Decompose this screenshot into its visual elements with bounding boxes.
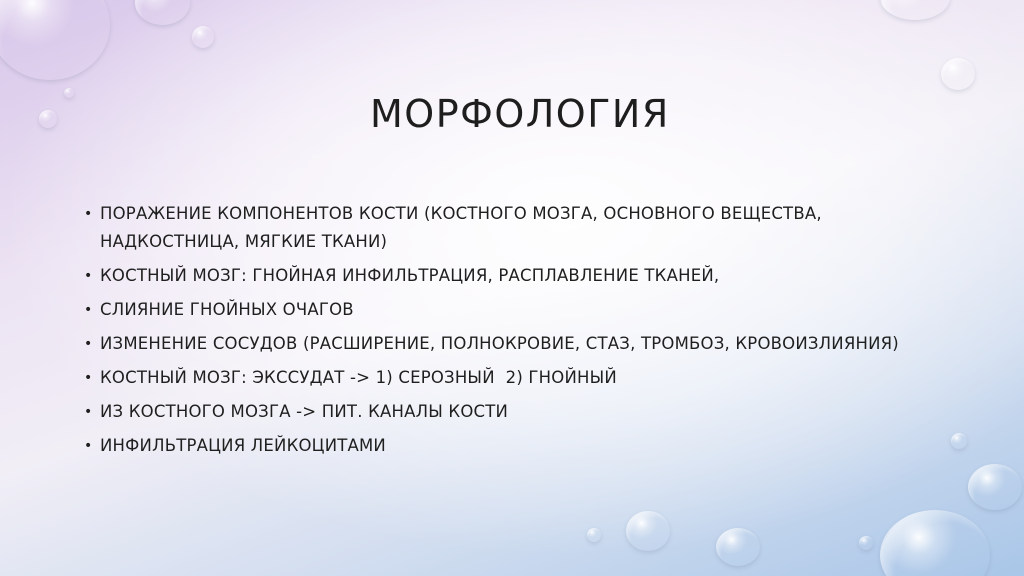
list-item	[86, 200, 936, 256]
bullet-dot-icon: •	[84, 336, 93, 352]
list-item	[86, 398, 936, 426]
water-drop-decoration	[951, 433, 967, 449]
list-item	[86, 262, 936, 290]
list-item	[86, 432, 936, 460]
list-item	[86, 330, 936, 358]
list-item-text: СЛИЯНИЕ ГНОЙНЫХ ОЧАГОВ	[100, 300, 354, 319]
list-item-text: КОСТНЫЙ МОЗГ: ГНОЙНАЯ ИНФИЛЬТРАЦИЯ, РАСПЛАВЛЕНИЕ ТКАНЕЙ,	[100, 266, 720, 285]
water-drop-decoration	[941, 58, 975, 90]
list-item-text: ИЗ КОСТНОГО МОЗГА -> ПИТ. КАНАЛЫ КОСТИ	[100, 402, 509, 421]
bullet-dot-icon: •	[84, 268, 93, 284]
water-drop-decoration	[716, 528, 760, 566]
bullet-dot-icon: •	[84, 302, 93, 318]
bullet-dot-icon: •	[84, 370, 93, 386]
water-drop-decoration	[880, 510, 990, 576]
water-drop-decoration	[968, 464, 1022, 510]
list-item-text: ИЗМЕНЕНИЕ СОСУДОВ (РАСШИРЕНИЕ, ПОЛНОКРОВИЕ, СТАЗ, ТРОМБОЗ, КРОВОИЗЛИЯНИЯ)	[100, 334, 899, 353]
water-drop-decoration	[587, 528, 601, 542]
bullet-list	[86, 200, 936, 466]
water-drop-decoration	[135, 0, 190, 25]
bullet-dot-icon: •	[84, 206, 93, 222]
list-item	[86, 364, 936, 392]
water-drop-decoration	[64, 88, 74, 98]
water-drop-decoration	[880, 0, 950, 20]
water-drop-decoration	[626, 511, 670, 551]
bullet-dot-icon: •	[84, 438, 93, 454]
water-drop-decoration	[192, 26, 214, 48]
bullet-dot-icon: •	[84, 404, 93, 420]
slide-title: МОРФОЛОГИЯ	[370, 92, 670, 136]
list-item-text: КОСТНЫЙ МОЗГ: ЭКССУДАТ -> 1) СЕРОЗНЫЙ 2) ГНОЙНЫЙ	[100, 368, 617, 387]
water-drop-decoration	[0, 0, 110, 80]
list-item-text: ПОРАЖЕНИЕ КОМПОНЕНТОВ КОСТИ (КОСТНОГО МОЗГА, ОСНОВНОГО ВЕЩЕСТВА, НАДКОСТНИЦА, МЯГКИЕ ТКАНИ)	[100, 204, 822, 251]
water-drop-decoration	[39, 110, 57, 128]
list-item	[86, 296, 936, 324]
list-item-text: ИНФИЛЬТРАЦИЯ ЛЕЙКОЦИТАМИ	[100, 436, 386, 455]
water-drop-decoration	[859, 536, 873, 550]
